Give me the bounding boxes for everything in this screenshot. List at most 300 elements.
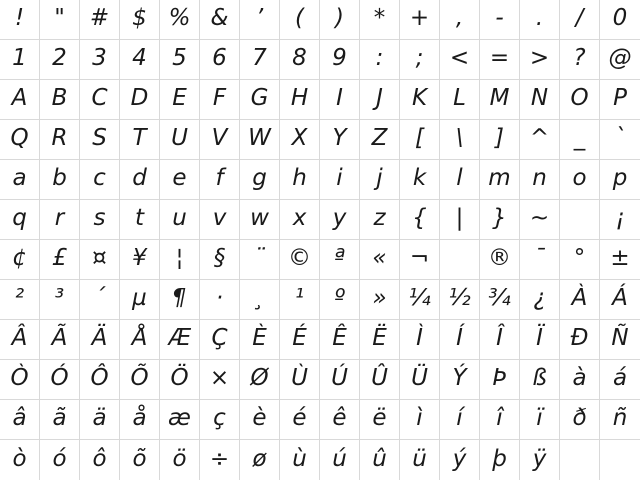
glyph-cell[interactable] (480, 200, 520, 240)
glyph-cell[interactable] (320, 160, 360, 200)
glyph: 4 (132, 45, 147, 71)
glyph-cell[interactable] (560, 320, 600, 360)
glyph-cell[interactable] (200, 200, 240, 240)
glyph-cell[interactable] (600, 320, 640, 360)
glyph: b (52, 165, 67, 191)
glyph-cell[interactable] (280, 160, 320, 200)
glyph: · (215, 285, 224, 311)
glyph-cell[interactable] (0, 200, 40, 240)
glyph-cell[interactable] (320, 440, 360, 480)
glyph-cell[interactable] (120, 80, 160, 120)
glyph-cell[interactable] (480, 400, 520, 440)
glyph: ¨ (253, 245, 266, 271)
glyph-cell[interactable] (120, 0, 160, 40)
glyph: ¯ (533, 245, 546, 271)
glyph: ë (372, 405, 387, 431)
glyph-cell[interactable] (400, 160, 440, 200)
glyph: W (248, 125, 271, 151)
glyph-cell[interactable] (400, 0, 440, 40)
glyph-cell[interactable] (560, 0, 600, 40)
glyph: Ì (416, 325, 423, 351)
glyph: R (51, 125, 68, 151)
glyph-cell[interactable] (160, 160, 200, 200)
glyph-cell[interactable] (520, 80, 560, 120)
glyph-cell[interactable] (320, 120, 360, 160)
glyph: Ë (372, 325, 387, 351)
glyph-cell[interactable] (360, 200, 400, 240)
glyph-cell[interactable] (40, 40, 80, 80)
glyph: ã (52, 405, 67, 431)
glyph-cell[interactable] (360, 440, 400, 480)
glyph: _ (573, 125, 586, 151)
glyph: ? (573, 45, 586, 71)
glyph-cell[interactable] (280, 120, 320, 160)
glyph-cell[interactable] (80, 120, 120, 160)
glyph: v (212, 205, 227, 231)
glyph-cell[interactable] (120, 400, 160, 440)
glyph-cell[interactable] (560, 280, 600, 320)
glyph-cell[interactable] (200, 120, 240, 160)
glyph: O (570, 85, 589, 111)
glyph-cell[interactable] (440, 320, 480, 360)
glyph-cell[interactable] (520, 200, 560, 240)
glyph-cell[interactable] (40, 360, 80, 400)
glyph-cell[interactable] (440, 120, 480, 160)
glyph-cell[interactable] (0, 160, 40, 200)
glyph-cell[interactable] (240, 320, 280, 360)
glyph-cell[interactable] (560, 40, 600, 80)
glyph: k (412, 165, 427, 191)
glyph: q (12, 205, 27, 231)
glyph-cell[interactable] (320, 280, 360, 320)
glyph: ï (536, 405, 543, 431)
glyph-cell[interactable] (120, 240, 160, 280)
glyph-cell[interactable] (360, 80, 400, 120)
glyph-cell[interactable] (80, 280, 120, 320)
glyph-cell[interactable] (160, 0, 200, 40)
glyph: M (489, 85, 510, 111)
glyph: ý (452, 445, 467, 472)
glyph-cell[interactable] (40, 320, 80, 360)
glyph-cell[interactable] (40, 240, 80, 280)
glyph-cell[interactable] (240, 160, 280, 200)
glyph: s (93, 205, 106, 231)
glyph-cell[interactable] (240, 400, 280, 440)
glyph-cell[interactable] (120, 40, 160, 80)
glyph-cell[interactable] (360, 320, 400, 360)
glyph: Á (612, 285, 628, 311)
glyph-cell[interactable] (480, 0, 520, 40)
glyph: ± (610, 245, 630, 271)
glyph-cell[interactable] (440, 80, 480, 120)
glyph: T (132, 125, 147, 151)
glyph-cell[interactable] (440, 200, 480, 240)
glyph: \ (455, 125, 464, 151)
glyph: { (412, 205, 427, 231)
glyph: B (51, 85, 68, 111)
glyph: á (612, 365, 628, 391)
glyph-cell[interactable] (440, 160, 480, 200)
glyph-cell[interactable] (520, 120, 560, 160)
glyph-cell[interactable] (560, 160, 600, 200)
glyph: ¼ (408, 285, 431, 311)
glyph-cell[interactable] (480, 320, 520, 360)
glyph: ¥ (132, 245, 147, 271)
glyph: A (11, 85, 28, 111)
glyph-cell[interactable] (600, 400, 640, 440)
glyph-cell[interactable] (280, 200, 320, 240)
glyph-cell[interactable] (360, 120, 400, 160)
glyph: P (613, 85, 627, 111)
glyph-cell[interactable] (360, 40, 400, 80)
glyph: @ (608, 45, 632, 71)
glyph-cell[interactable] (40, 280, 80, 320)
glyph-cell[interactable] (600, 80, 640, 120)
glyph: Ü (411, 365, 428, 391)
glyph: Ç (211, 325, 228, 351)
glyph-cell[interactable] (40, 0, 80, 40)
glyph-cell[interactable] (360, 400, 400, 440)
glyph: p (612, 165, 628, 191)
glyph: . (535, 5, 544, 31)
glyph-cell[interactable] (160, 80, 200, 120)
glyph-cell[interactable] (520, 400, 560, 440)
glyph-cell[interactable] (160, 200, 200, 240)
glyph-cell[interactable] (80, 400, 120, 440)
glyph-cell[interactable] (120, 320, 160, 360)
glyph-cell[interactable] (280, 320, 320, 360)
glyph-cell[interactable] (200, 0, 240, 40)
glyph-cell[interactable] (600, 440, 640, 480)
glyph-cell[interactable] (320, 40, 360, 80)
glyph: Ä (91, 325, 108, 351)
glyph: 5 (172, 45, 187, 71)
glyph-cell[interactable] (600, 280, 640, 320)
glyph: ÷ (209, 445, 230, 472)
glyph-cell[interactable] (320, 400, 360, 440)
glyph: x (292, 205, 307, 231)
glyph: ü (412, 445, 427, 472)
glyph-cell[interactable] (400, 120, 440, 160)
glyph-cell[interactable] (120, 440, 160, 480)
glyph-cell[interactable] (560, 240, 600, 280)
glyph: à (572, 365, 587, 391)
glyph: ® (488, 245, 511, 271)
glyph: ê (332, 405, 347, 431)
glyph-cell[interactable] (240, 40, 280, 80)
glyph: ¬ (409, 245, 430, 271)
glyph-cell[interactable] (160, 120, 200, 160)
glyph-cell[interactable] (400, 360, 440, 400)
glyph-cell[interactable] (240, 80, 280, 120)
glyph-cell[interactable] (160, 240, 200, 280)
glyph: Y (332, 125, 347, 151)
glyph: N (530, 85, 549, 111)
glyph: U (171, 125, 188, 151)
glyph: ñ (612, 405, 628, 431)
glyph: ú (332, 445, 347, 472)
glyph-cell[interactable] (400, 80, 440, 120)
glyph-cell[interactable] (440, 0, 480, 40)
glyph: » (372, 285, 387, 311)
glyph-cell[interactable] (320, 240, 360, 280)
glyph: : (375, 45, 384, 71)
glyph: î (496, 405, 503, 431)
glyph-cell[interactable] (440, 280, 480, 320)
glyph-cell[interactable] (480, 160, 520, 200)
glyph-cell[interactable] (200, 280, 240, 320)
glyph-cell[interactable] (520, 40, 560, 80)
glyph-cell[interactable] (0, 440, 40, 480)
glyph-cell[interactable] (400, 320, 440, 360)
glyph-cell[interactable] (160, 440, 200, 480)
glyph: e (172, 165, 187, 191)
glyph-cell[interactable] (600, 120, 640, 160)
glyph-cell[interactable] (440, 40, 480, 80)
glyph-cell[interactable] (480, 280, 520, 320)
glyph: # (89, 5, 110, 31)
glyph-cell[interactable] (280, 240, 320, 280)
glyph: % (168, 5, 191, 31)
glyph-cell[interactable] (80, 0, 120, 40)
glyph: ö (172, 445, 187, 472)
glyph-cell[interactable] (240, 0, 280, 40)
glyph: ÿ (532, 445, 547, 472)
glyph: â (12, 405, 27, 431)
glyph: × (209, 365, 230, 391)
glyph-cell[interactable] (560, 120, 600, 160)
glyph: Z (371, 125, 388, 151)
glyph-cell[interactable] (200, 360, 240, 400)
glyph-cell[interactable] (120, 120, 160, 160)
glyph-cell[interactable] (400, 200, 440, 240)
glyph-cell[interactable] (400, 400, 440, 440)
glyph-cell[interactable] (280, 440, 320, 480)
glyph-cell[interactable] (440, 400, 480, 440)
glyph-cell[interactable] (360, 280, 400, 320)
glyph-cell[interactable] (560, 200, 600, 240)
glyph-cell[interactable] (280, 40, 320, 80)
glyph-cell[interactable] (80, 40, 120, 80)
glyph-cell[interactable] (0, 40, 40, 80)
glyph-cell[interactable] (560, 360, 600, 400)
glyph: c (93, 165, 106, 191)
glyph: | (455, 205, 464, 231)
glyph: ² (14, 285, 25, 311)
glyph: © (288, 245, 311, 271)
glyph-cell[interactable] (560, 440, 600, 480)
glyph: ¸ (253, 285, 266, 311)
glyph-cell[interactable] (280, 80, 320, 120)
glyph-cell[interactable] (440, 360, 480, 400)
glyph-cell[interactable] (320, 320, 360, 360)
glyph: D (130, 85, 149, 111)
glyph-cell[interactable] (160, 400, 200, 440)
glyph: å (132, 405, 147, 431)
glyph-cell[interactable] (280, 360, 320, 400)
glyph: « (372, 245, 387, 271)
glyph: 9 (332, 45, 347, 71)
glyph-cell[interactable] (520, 280, 560, 320)
glyph-cell[interactable] (600, 200, 640, 240)
glyph: [ (415, 125, 424, 151)
glyph: § (213, 245, 226, 271)
glyph-cell[interactable] (80, 360, 120, 400)
glyph-cell[interactable] (520, 360, 560, 400)
glyph: Å (131, 325, 148, 351)
glyph: Æ (168, 325, 191, 351)
glyph-cell[interactable] (120, 200, 160, 240)
glyph-cell[interactable] (520, 0, 560, 40)
glyph-cell[interactable] (0, 80, 40, 120)
glyph-cell[interactable] (0, 240, 40, 280)
glyph-cell[interactable] (80, 200, 120, 240)
glyph-cell[interactable] (400, 240, 440, 280)
glyph-cell[interactable] (400, 440, 440, 480)
glyph-cell[interactable] (200, 40, 240, 80)
glyph-cell[interactable] (400, 280, 440, 320)
glyph-cell[interactable] (160, 280, 200, 320)
glyph-cell[interactable] (40, 400, 80, 440)
glyph-cell[interactable] (520, 440, 560, 480)
glyph: ª (334, 245, 345, 271)
glyph-cell[interactable] (240, 240, 280, 280)
glyph-cell[interactable] (480, 120, 520, 160)
glyph: h (292, 165, 307, 191)
glyph-cell[interactable] (320, 0, 360, 40)
glyph-cell[interactable] (400, 40, 440, 80)
glyph-cell[interactable] (560, 400, 600, 440)
glyph: ä (92, 405, 107, 431)
glyph-cell[interactable] (120, 160, 160, 200)
glyph-cell[interactable] (600, 40, 640, 80)
glyph-cell[interactable] (80, 80, 120, 120)
glyph: ¤ (92, 245, 107, 271)
glyph: Ã (51, 325, 68, 351)
glyph-cell[interactable] (0, 0, 40, 40)
glyph-cell[interactable] (360, 160, 400, 200)
glyph-cell[interactable] (240, 280, 280, 320)
glyph-cell[interactable] (480, 80, 520, 120)
glyph-cell[interactable] (520, 160, 560, 200)
glyph-cell[interactable] (360, 0, 400, 40)
glyph-cell[interactable] (40, 120, 80, 160)
glyph-cell[interactable] (280, 400, 320, 440)
glyph: ç (213, 405, 226, 431)
glyph: £ (52, 245, 67, 271)
glyph-cell[interactable] (160, 320, 200, 360)
glyph-cell[interactable] (320, 360, 360, 400)
glyph-cell[interactable] (440, 240, 480, 280)
glyph: w (250, 205, 269, 231)
glyph: É (292, 325, 307, 351)
glyph-cell[interactable] (160, 40, 200, 80)
glyph: t (134, 205, 145, 231)
glyph: í (456, 405, 463, 431)
glyph: m (488, 165, 511, 191)
glyph-cell[interactable] (120, 280, 160, 320)
glyph: è (252, 405, 267, 431)
glyph-cell[interactable] (120, 360, 160, 400)
glyph-cell[interactable] (80, 440, 120, 480)
glyph-cell[interactable] (200, 440, 240, 480)
glyph-cell[interactable] (600, 160, 640, 200)
glyph-cell[interactable] (280, 280, 320, 320)
glyph: Â (11, 325, 28, 351)
glyph-cell[interactable] (80, 240, 120, 280)
glyph-cell[interactable] (600, 360, 640, 400)
glyph-cell[interactable] (0, 120, 40, 160)
glyph: C (91, 85, 108, 111)
glyph-cell[interactable] (200, 320, 240, 360)
glyph-cell[interactable] (600, 240, 640, 280)
glyph-cell[interactable] (320, 200, 360, 240)
glyph-cell[interactable] (40, 200, 80, 240)
glyph-cell[interactable] (280, 0, 320, 40)
glyph-cell[interactable] (520, 320, 560, 360)
glyph: ¾ (488, 285, 511, 311)
glyph-cell[interactable] (40, 80, 80, 120)
glyph-cell[interactable] (200, 240, 240, 280)
glyph: 2 (52, 45, 67, 71)
glyph-cell[interactable] (40, 160, 80, 200)
glyph-cell[interactable] (560, 80, 600, 120)
glyph-cell[interactable] (0, 280, 40, 320)
glyph: µ (132, 285, 147, 311)
glyph: Í (456, 325, 463, 351)
glyph: & (210, 5, 229, 31)
glyph-cell[interactable] (520, 240, 560, 280)
glyph-cell[interactable] (360, 360, 400, 400)
glyph-cell[interactable] (440, 440, 480, 480)
glyph: Î (496, 325, 503, 351)
glyph-cell[interactable] (480, 240, 520, 280)
glyph-cell[interactable] (200, 160, 240, 200)
glyph-cell[interactable] (80, 160, 120, 200)
glyph: 3 (92, 45, 107, 71)
glyph-cell[interactable] (240, 360, 280, 400)
glyph-cell[interactable] (40, 440, 80, 480)
glyph: ¢ (12, 245, 27, 271)
glyph: $ (132, 5, 147, 31)
glyph-cell[interactable] (480, 440, 520, 480)
glyph-cell[interactable] (0, 320, 40, 360)
glyph-cell[interactable] (480, 40, 520, 80)
glyph: y (332, 205, 347, 231)
glyph-cell[interactable] (80, 320, 120, 360)
glyph-cell[interactable] (480, 360, 520, 400)
glyph-cell[interactable] (200, 400, 240, 440)
glyph: + (409, 5, 430, 31)
glyph: û (372, 445, 387, 472)
glyph-cell[interactable] (240, 120, 280, 160)
glyph-cell[interactable] (360, 240, 400, 280)
glyph-cell[interactable] (240, 440, 280, 480)
glyph: G (250, 85, 269, 111)
glyph: Ñ (611, 325, 629, 351)
glyph-cell[interactable] (160, 360, 200, 400)
glyph-cell[interactable] (0, 360, 40, 400)
glyph-cell[interactable] (600, 0, 640, 40)
glyph: 7 (252, 45, 267, 71)
glyph: f (215, 165, 224, 191)
glyph: z (373, 205, 386, 231)
glyph-cell[interactable] (240, 200, 280, 240)
glyph-cell[interactable] (0, 400, 40, 440)
glyph-cell[interactable] (320, 80, 360, 120)
glyph: ! (14, 5, 25, 31)
glyph-cell[interactable] (200, 80, 240, 120)
